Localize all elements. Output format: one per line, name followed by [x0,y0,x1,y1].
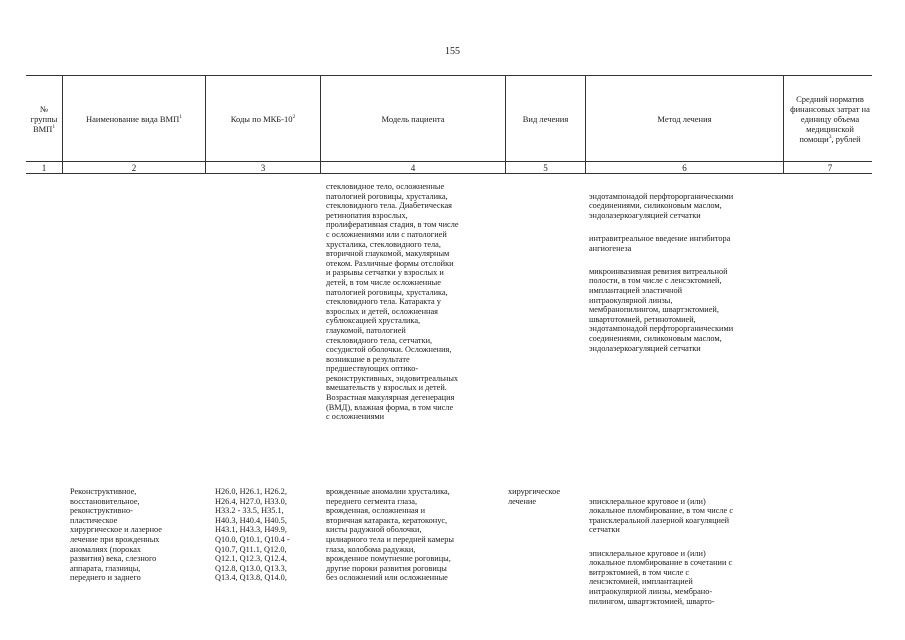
header-patient-model [321,76,505,161]
header-treatment-type [506,76,585,161]
col-number-6: 6 [682,163,687,173]
header-group-number [26,76,62,161]
header-text: Наименование вида ВМП [86,113,180,124]
header-text: Вид лечения [522,113,569,124]
header-treatment-method [586,76,783,161]
header-text: № группы ВМП [30,103,58,134]
header-footnote: 1 [52,123,56,130]
row2-treatment-type: хирургическое лечение [508,487,561,506]
col-number-7: 7 [827,163,833,173]
header-cost-standard [788,76,872,161]
header-footnote: 3 [828,133,832,140]
page-number: 155 [445,46,460,57]
header-vmp-type [63,76,205,161]
header-text: Коды по МКБ-10 [230,113,293,124]
row1-methods [589,182,781,367]
method-item: микроинвазивная ревизия витреальной полости, в том числе с ленсэктомией, имплантацией эластичной интраокулярной линзы, мембранопилингом, швартэктомией, швартотомией, ретинотомией, эндотампонадой перфторорганическими соединениями, силиконовым маслом, эндолазеркоагуляцией сетчатки [589,266,734,353]
header-text: Средний норматив финансовых затрат на единицу объема медицинской помощи [790,93,870,144]
method-item: интравитреальное введение ингибитора ангиогенеза [589,233,731,253]
method-item: эписклеральное круговое и (или) локальное пломбирование, в том числе с трансклеральной лазерной коагуляцией сетчатки [589,496,734,535]
col-number-4: 4 [410,163,416,173]
method-item: эписклеральное круговое и (или) локальное пломбирование в сочетании с витрэктомией, в том числе с ленсэктомией, имплантацией интраокулярной линзы, мембрано- пилингом, швартэктомией, шварто- [589,548,733,606]
row2-patient-model: врожденные аномалии хрусталика, переднего сегмента глаза, врожденная, осложненная и вторичная катаракта, кератоконус, кисты радужной оболочки, цилиарного тела и передней камеры глаза, колобома радужки, врожденное помутнение роговицы, другие пороки развития роговицы без осложнений или осложненные [326,487,454,583]
header-footnote: 2 [292,113,296,120]
header-footnote: 1 [179,113,182,120]
header-text: Модель пациента [381,113,445,124]
col-number-1: 1 [41,163,47,173]
row1-patient-model: стекловидное тело, осложненные патологией роговицы, хрусталика, стекловидного тела. Диабетическая ретинопатия взрослых, пролиферативная стадия, в том числе с осложнениями или с патологией хрусталика, стекловидного тела, вторичной глаукомой, макулярным отеком. Различные формы отслойки и разрывы сетчатки у взрослых и детей, в том числе осложненные патологией роговицы, хрусталика, стекловидного тела. Катаракта у взрослых и детей, осложненная сублюксацией хрусталика, глаукомой, патологией стекловидного тела, сетчатки, сосудистой оболочки. Осложнения, возникшие в результате предшествующих оптико- реконструктивных, эндовитреальных вмешательств у взрослых и детей. Возрастная макулярная дегенерация (ВМД), влажная форма, в том числе с осложнениями [326,182,459,422]
header-icd-codes [206,76,320,161]
col-number-2: 2 [131,163,137,173]
col-number-3: 3 [260,163,266,173]
col-divider-6 [783,75,784,173]
row2-methods [589,487,781,620]
row2-vmp-name: Реконструктивное, восстановительное, реконструктивно- пластическое хирургическое и лазерное лечение при врожденных аномалиях (пороках развития) века, слезного аппарата, глазницы, переднего и заднего [70,487,162,583]
header-text: Метод лечения [657,113,712,124]
header-bottom-border [26,161,872,162]
header-text-tail: , рублей [831,133,861,144]
numbers-row-border [26,173,872,174]
row2-icd-codes: H26.0, H26.1, H26.2, H26.4, H27.0, H33.0, H33.2 - 33.5, H35.1, H40.3, H40.4, H40.5, H43.1, H43.3, H49.9, Q10.0, Q10.1, Q10.4 - Q10.7, Q11.1, Q12.0, Q12.1, Q12.3, Q12.4, Q12.8, Q13.0, Q13.3, Q13.4, Q13.8, Q14.0, [215,487,290,583]
col-number-5: 5 [543,163,548,173]
method-item: эндотампонадой перфторорганическими соединениями, силиконовым маслом, эндолазеркоагуляцией сетчатки [589,191,734,220]
